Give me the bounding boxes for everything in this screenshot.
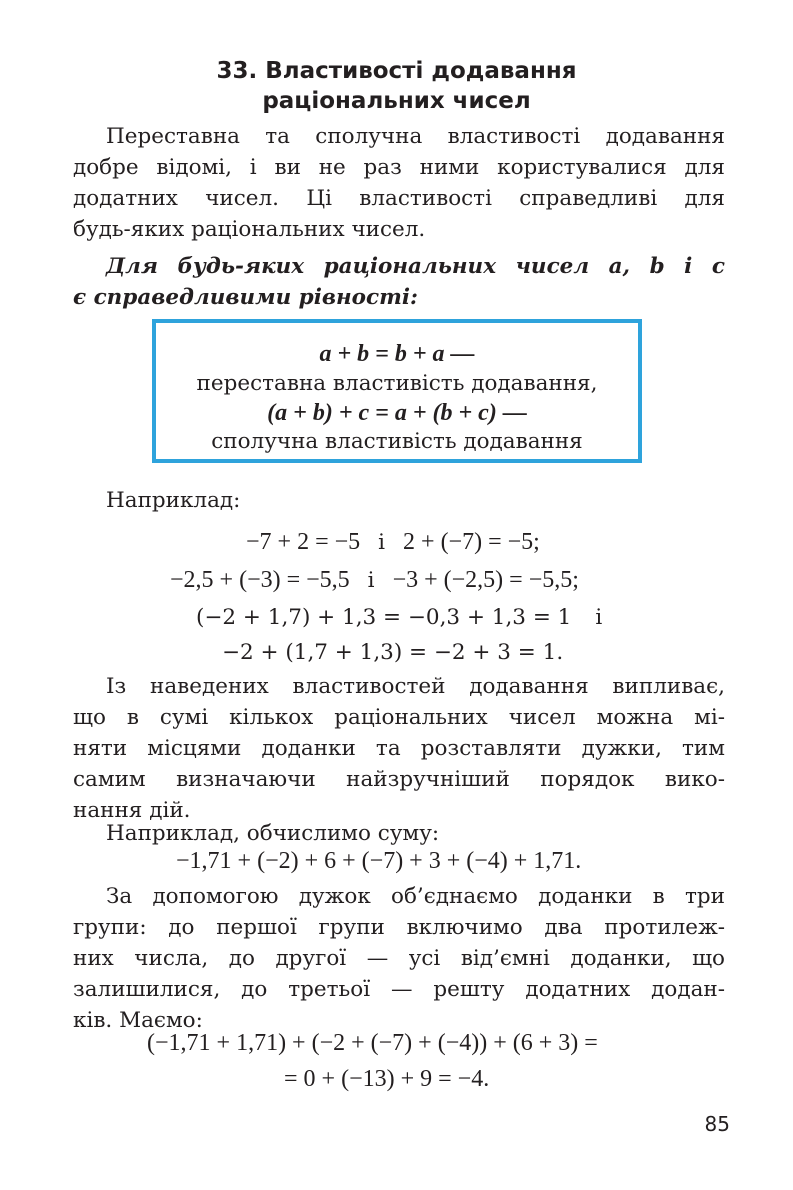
associative-formula: (a + b) + c = a + (b + c) — bbox=[267, 400, 527, 426]
intro-line: добре відомі, і ви не раз ними користувалися для bbox=[73, 155, 725, 180]
consequence-line: самим визначаючи найзручніший порядок вико- bbox=[73, 767, 725, 792]
intro-line: будь-яких раціональних чисел. bbox=[73, 217, 426, 242]
sum-expression: −1,71 + (−2) + 6 + (−7) + 3 + (−4) + 1,71. bbox=[176, 848, 582, 874]
example-2 bbox=[170, 565, 579, 596]
example-2-right: −3 + (−2,5) = −5,5; bbox=[392, 567, 579, 593]
intro-line: Переставна та сполучна властивості додавання bbox=[106, 124, 725, 149]
rule-line-1: Для будь-яких раціональних чисел a, b і c bbox=[106, 254, 725, 279]
result-line-2: = 0 + (−13) + 9 = −4. bbox=[284, 1066, 490, 1092]
example-1-left: −7 + 2 = −5 bbox=[246, 529, 361, 555]
consequence-line: няти місцями доданки та розставляти дужки, тим bbox=[73, 736, 725, 761]
example-3-conj: і bbox=[595, 605, 603, 630]
consequence-paragraph bbox=[73, 671, 725, 826]
rule-line-2: є справедливими рівності: bbox=[73, 285, 418, 310]
commutative-formula: a + b = b + a — bbox=[319, 341, 475, 367]
example-2-left: −2,5 + (−3) = −5,5 bbox=[170, 567, 350, 593]
consequence-line: нання дій. bbox=[73, 798, 191, 823]
example-1-conj: і bbox=[378, 530, 386, 555]
grouping-line: них числа, до другої — усі від’ємні доданки, що bbox=[73, 946, 725, 971]
properties-box bbox=[152, 319, 642, 463]
example-3-expr: (−2 + 1,7) + 1,3 = −0,3 + 1,3 = 1 bbox=[196, 605, 572, 630]
grouping-line: залишилися, до третьої — решту додатних додан- bbox=[73, 977, 725, 1002]
heading-line-1: 33. Властивості додавання bbox=[216, 58, 577, 84]
example-3 bbox=[196, 603, 620, 633]
intro-line: додатних чисел. Ці властивості справедливі для bbox=[73, 186, 725, 211]
example-1 bbox=[246, 527, 540, 558]
example-4: −2 + (1,7 + 1,3) = −2 + 3 = 1. bbox=[222, 640, 564, 665]
associative-caption: сполучна властивість додавання bbox=[211, 429, 583, 454]
consequence-line: що в сумі кількох раціональних чисел можна мі- bbox=[73, 705, 725, 730]
examples-label: Наприклад: bbox=[106, 488, 241, 513]
page-number: 85 bbox=[704, 1112, 730, 1136]
example-1-right: 2 + (−7) = −5; bbox=[403, 529, 540, 555]
grouping-line: За допомогою дужок об’єднаємо доданки в три bbox=[106, 884, 725, 909]
grouping-line: ків. Маємо: bbox=[73, 1008, 203, 1033]
result-line-1: (−1,71 + 1,71) + (−2 + (−7) + (−4)) + (6 + 3) = bbox=[147, 1030, 598, 1056]
example2-label: Наприклад, обчислимо суму: bbox=[106, 821, 440, 846]
heading-line-2: раціональних чисел bbox=[262, 88, 531, 114]
example-2-conj: і bbox=[367, 568, 375, 593]
rule-statement bbox=[73, 251, 725, 313]
grouping-line: групи: до першої групи включимо два протилеж- bbox=[73, 915, 725, 940]
intro-paragraph bbox=[73, 121, 725, 245]
commutative-caption: переставна властивість додавання, bbox=[196, 371, 598, 396]
consequence-line: Із наведених властивостей додавання випливає, bbox=[106, 674, 725, 699]
section-heading bbox=[0, 56, 793, 116]
grouping-paragraph bbox=[73, 881, 725, 1036]
